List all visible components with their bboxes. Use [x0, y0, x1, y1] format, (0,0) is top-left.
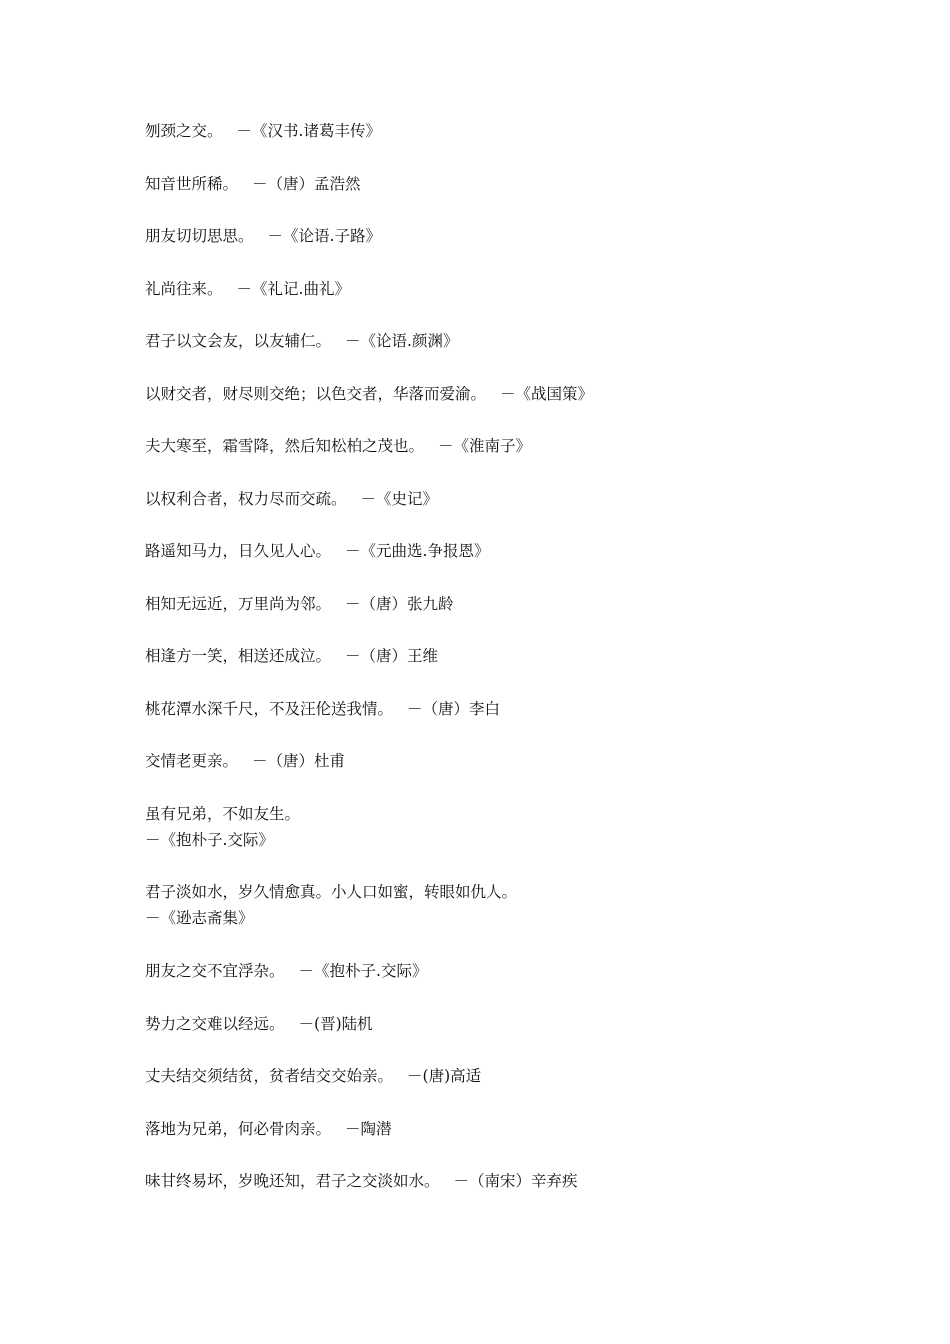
quote-source: －（唐）杜甫 — [252, 752, 346, 770]
quote-line — [145, 1011, 373, 1037]
quote-source: －《淮南子》 — [438, 437, 532, 455]
quote-line — [145, 223, 381, 249]
quote-line — [145, 958, 427, 984]
quote-text: 势力之交难以经远。 — [145, 1015, 285, 1033]
quote-text: 朋友切切思思。 — [145, 227, 254, 245]
quote-text: 路遥知马力，日久见人心。 — [145, 542, 332, 560]
quote-source: －《战国策》 — [500, 385, 594, 403]
quote-source: －陶潜 — [345, 1120, 392, 1138]
quote-text: 夫大寒至，霜雪降，然后知松柏之茂也。 — [145, 437, 425, 455]
quote-source: －《抱朴子.交际》 — [298, 962, 428, 980]
quote-text: 丈夫结交须结贫，贫者结交交始亲。 — [145, 1067, 394, 1085]
quote-text: 味甘终易坏，岁晚还知，君子之交淡如水。 — [145, 1172, 440, 1190]
quote-text: 相逢方一笑，相送还成泣。 — [145, 647, 332, 665]
quote-text: 相知无远近，万里尚为邻。 — [145, 595, 332, 613]
quote-source: －《史记》 — [360, 490, 439, 508]
quote-line — [145, 486, 438, 512]
quote-text: 礼尚往来。 — [145, 280, 223, 298]
quote-source: －《礼记.曲礼》 — [236, 280, 350, 298]
quote-line — [145, 381, 593, 407]
quote-source: －(唐)高适 — [407, 1067, 482, 1085]
quote-text: 朋友之交不宜浮杂。 — [145, 962, 285, 980]
quote-line — [145, 879, 517, 931]
quote-source: －《汉书.诸葛丰传》 — [236, 122, 381, 140]
quote-line — [145, 748, 345, 774]
quote-line — [145, 1116, 392, 1142]
quote-source: －《论语.子路》 — [267, 227, 381, 245]
quote-line — [145, 433, 531, 459]
quote-line — [145, 118, 381, 144]
quote-line — [145, 328, 458, 354]
quote-text: 君子淡如水，岁久情愈真。小人口如蜜，转眼如仇人。 — [145, 883, 518, 901]
quote-text: 刎颈之交。 — [145, 122, 223, 140]
quote-text: 交情老更亲。 — [145, 752, 239, 770]
quote-source: －《元曲选.争报恩》 — [345, 542, 490, 560]
quote-line — [145, 591, 454, 617]
quote-text: 以财交者，财尽则交绝；以色交者，华落而爱渝。 — [145, 385, 487, 403]
quote-text: 知音世所稀。 — [145, 175, 239, 193]
quote-source: －（唐）王维 — [345, 647, 439, 665]
quote-text: 君子以文会友，以友辅仁。 — [145, 332, 332, 350]
quote-line — [145, 1168, 578, 1194]
quote-source: －(晋)陆机 — [298, 1015, 373, 1033]
quote-line — [145, 696, 500, 722]
quote-line — [145, 1063, 481, 1089]
quote-source: －《抱朴子.交际》 — [145, 831, 274, 849]
quote-line — [145, 801, 300, 853]
quote-line — [145, 643, 438, 669]
quote-source: －（唐）孟浩然 — [252, 175, 361, 193]
quote-line — [145, 171, 361, 197]
quote-text: 落地为兄弟，何必骨肉亲。 — [145, 1120, 332, 1138]
quote-source: －（唐）李白 — [407, 700, 501, 718]
quote-source: －《论语.颜渊》 — [345, 332, 459, 350]
quote-line — [145, 276, 350, 302]
quote-text: 虽有兄弟，不如友生。 — [145, 805, 301, 823]
quote-source: －（南宋）辛弃疾 — [453, 1172, 578, 1190]
quote-text: 以权利合者，权力尽而交疏。 — [145, 490, 347, 508]
quote-line — [145, 538, 489, 564]
quote-source: －（唐）张九龄 — [345, 595, 454, 613]
quote-text: 桃花潭水深千尺，不及汪伦送我情。 — [145, 700, 394, 718]
quote-source: －《逊志斋集》 — [145, 909, 254, 927]
